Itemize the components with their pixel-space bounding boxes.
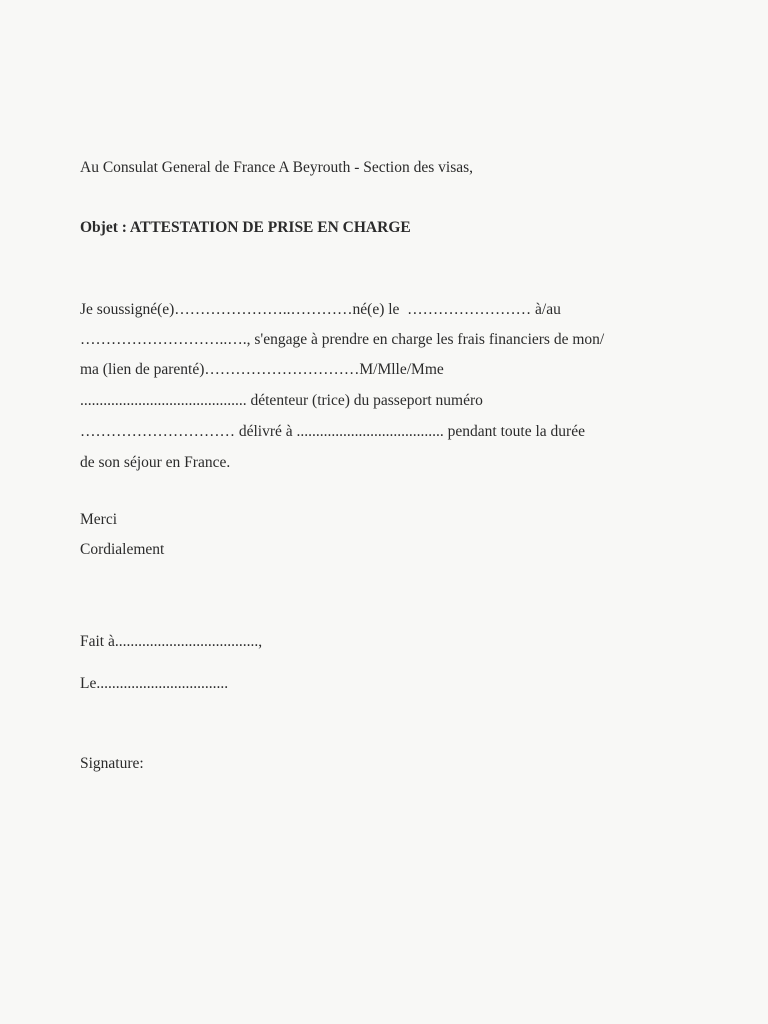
body-line-6: de son séjour en France. bbox=[80, 454, 231, 471]
closing-thanks: Merci bbox=[80, 511, 118, 528]
body-line-3: ma (lien de parenté)…………………………M/Mlle/Mme bbox=[80, 361, 444, 378]
body-line-4: ........................................... détenteur (trice) du passeport numéro bbox=[80, 392, 483, 409]
body-line-1: Je soussigné(e)…………………..…………né(e) le …………………… à/au bbox=[80, 301, 561, 318]
signature-label: Signature: bbox=[80, 755, 144, 772]
recipient-line: Au Consulat General de France A Beyrouth - Section des visas, bbox=[80, 159, 474, 176]
date-line: Le.................................. bbox=[80, 675, 229, 692]
body-line-5: ………………………… délivré à ...................................... pendant toute la durée bbox=[80, 423, 585, 440]
subject-line: Objet : ATTESTATION DE PRISE EN CHARGE bbox=[80, 219, 411, 236]
body-line-2: ………………………..…., s'engage à prendre en charge les frais financiers de mon/ bbox=[80, 331, 605, 348]
closing-regards: Cordialement bbox=[80, 541, 165, 558]
place-line: Fait à....................................., bbox=[80, 633, 263, 650]
